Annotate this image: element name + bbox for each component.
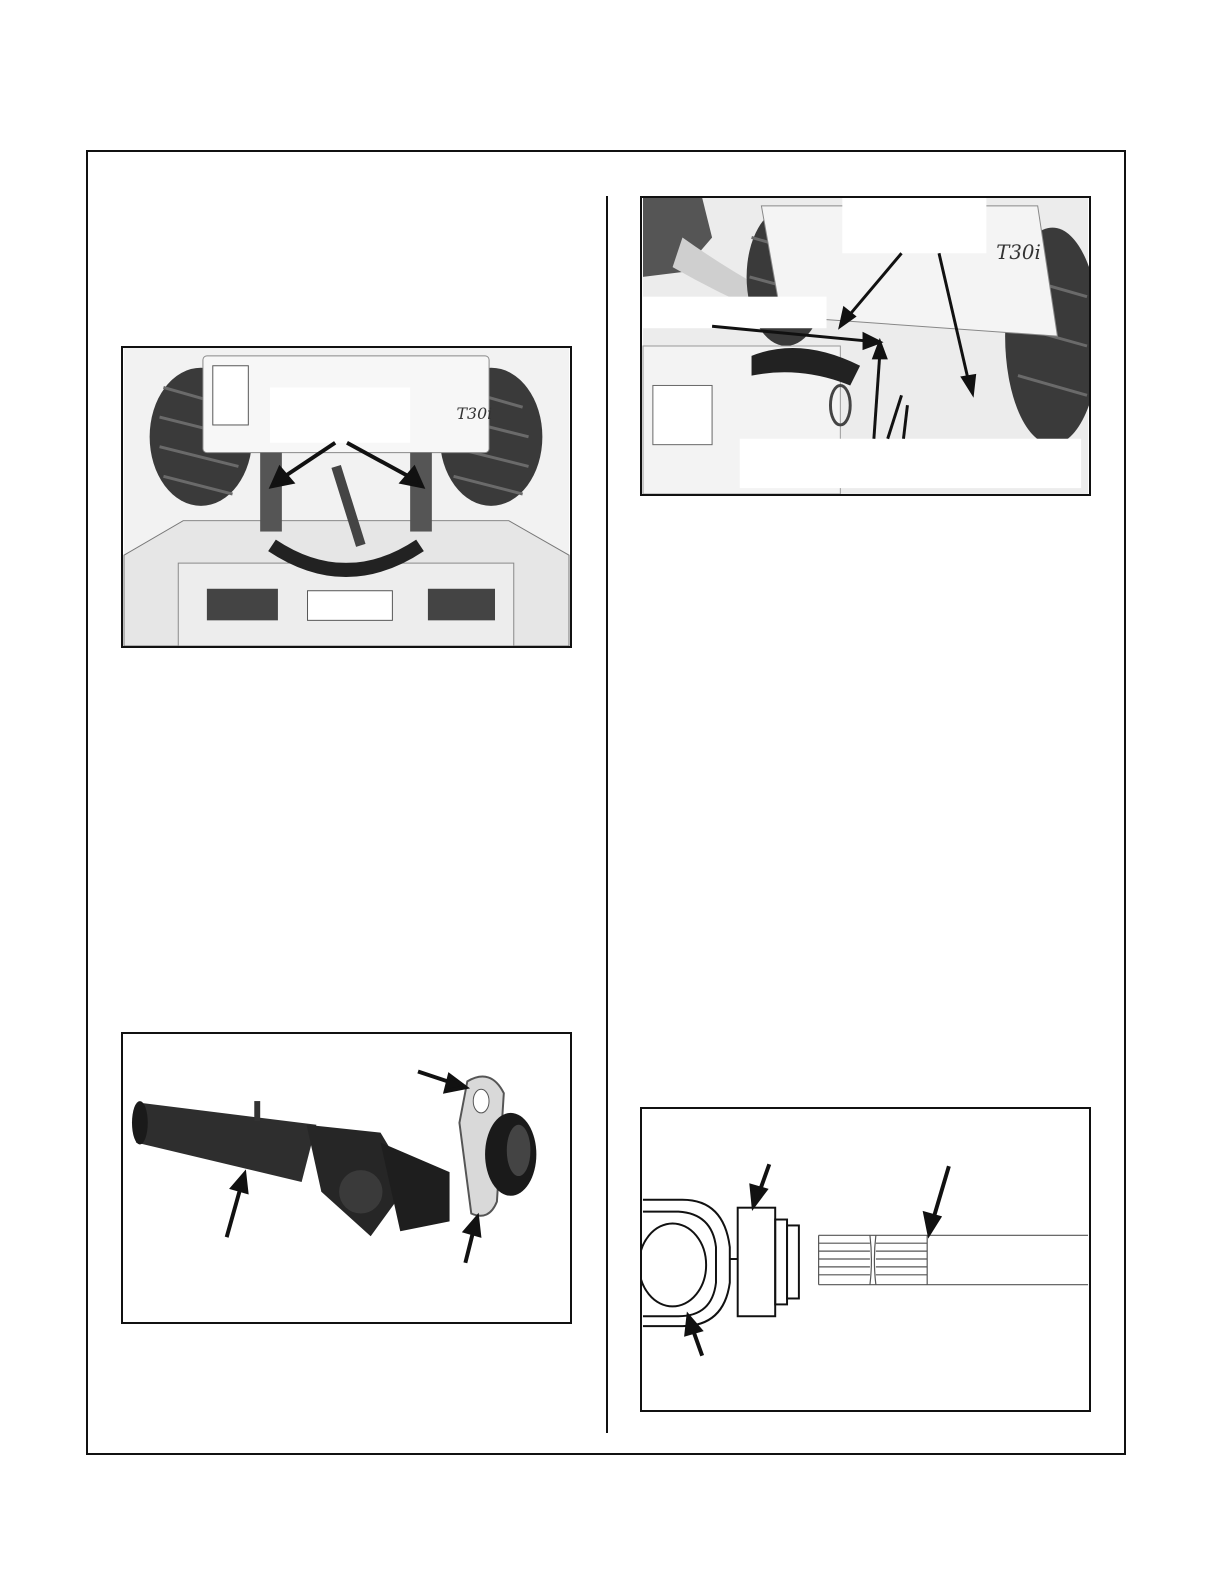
figure-yoke-spline-diagram: [640, 1107, 1091, 1412]
figure-deck-hitch-photo: [121, 346, 572, 648]
deck-hitch-illustration: [123, 348, 570, 646]
figure-connect-driveshaft-photo: [640, 196, 1091, 496]
yoke-spline-diagram: [642, 1109, 1089, 1410]
driveshaft-illustration: [123, 1034, 570, 1322]
tractor-logo-text: T30i: [996, 241, 1041, 265]
tractor-logo-text: T30i: [456, 404, 493, 424]
column-divider: [606, 196, 608, 1433]
figure-driveshaft-photo: [121, 1032, 572, 1324]
connect-driveshaft-illustration: [642, 198, 1089, 494]
